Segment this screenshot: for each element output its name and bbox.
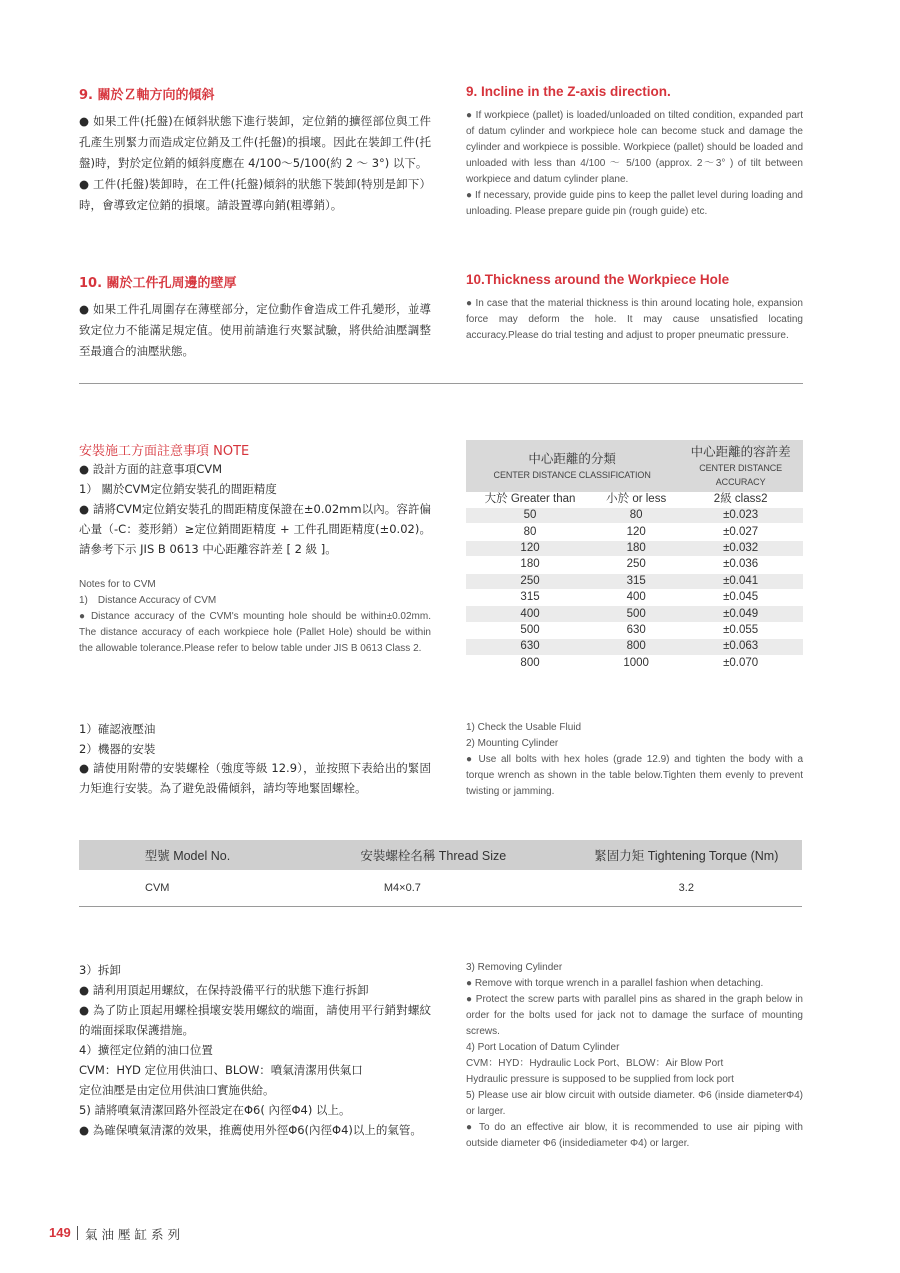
cell-class2: ±0.055 <box>678 622 803 638</box>
cell-class2: ±0.023 <box>678 508 803 524</box>
remove-en-line-3: ● Protect the screw parts with parallel pins as shared in the graph below in order for the bolts used for jack not to damage the surface of mounting screws. <box>466 994 803 1037</box>
cell-or-less: 400 <box>594 589 678 605</box>
footer-series-title: 氣油壓缸系列 <box>85 1227 185 1242</box>
cell-or-less: 315 <box>594 573 678 589</box>
section-divider <box>79 383 803 384</box>
section-10-zh-title: 10. 關於工件孔周邊的壁厚 <box>79 276 237 291</box>
accuracy-header <box>678 440 803 492</box>
section-9-en-para-2: ● If necessary, provide guide pins to keep the pallet level during loading and unloading. Please prepare guide pin (rough guide) etc. <box>466 190 803 217</box>
cell-greater-than: 50 <box>466 508 594 524</box>
install-en-line-2: 2) Mounting Cylinder <box>466 738 559 749</box>
note-en-line-1: Notes for to CVM <box>79 579 156 590</box>
classification-header-zh: 中心距離的分類 <box>528 452 616 466</box>
remove-en-line-8: ● To do an effective air blow, it is recommended to use air piping with outside diameter Φ6 (insidediameter Φ4) or larger. <box>466 1122 803 1149</box>
remove-zh-line-2: ● 請利用頂起用螺紋，在保持設備平行的狀態下進行拆卸 <box>79 983 369 997</box>
install-zh <box>79 720 431 798</box>
cell-greater-than: 630 <box>466 639 594 655</box>
page-number: 149 <box>49 1225 71 1240</box>
section-10-en <box>466 272 803 344</box>
remove-zh-line-3: ● 為了防止頂起用螺栓損壞安裝用螺紋的端面，請使用平行銷對螺紋的端面採取保護措施。 <box>79 1003 431 1037</box>
note-zh-line-3: ● 請將CVM定位銷安裝孔的間距精度保證在±0.02mm以內。容許偏心量（-C：菱形銷）≥定位銷間距精度 + 工件孔間距精度(±0.02)。請參考下示 JIS B 0613 中心距離容許差 [ 2 級 ]。 <box>79 502 431 556</box>
cell-or-less: 800 <box>594 639 678 655</box>
cell-class2: ±0.063 <box>678 639 803 655</box>
table-row <box>466 573 803 589</box>
cell-or-less: 500 <box>594 606 678 622</box>
remove-en-line-7: 5) Please use air blow circuit with outside diameter. Φ6 (inside diameterΦ4) or larger. <box>466 1090 803 1117</box>
section-9-en <box>466 84 803 220</box>
section-9-zh-para-1: ● 如果工件(托盤)在傾斜狀態下進行裝卸，定位銷的擴徑部位與工件孔產生別緊力而造成定位銷及工件(托盤)的損壞。因此在裝卸工件(托盤)時，對於定位銷的傾斜度應在 4/100～5/100(約 2 ～ 3°) 以下。 <box>79 114 431 170</box>
cell-class2: ±0.027 <box>678 524 803 540</box>
install-en-line-1: 1) Check the Usable Fluid <box>466 722 582 733</box>
remove-zh-line-1: 3）拆卸 <box>79 963 121 977</box>
cell-or-less: 120 <box>594 524 678 540</box>
section-10-zh-para-1: ● 如果工件孔周圍存在薄壁部分，定位動作會造成工件孔變形，並導致定位力不能滿足規定值。使用前請進行夾緊試驗，將供給油壓調整至最適合的油壓狀態。 <box>79 302 431 358</box>
install-zh-line-2: 2）機器的安裝 <box>79 741 156 756</box>
install-en <box>466 720 803 800</box>
table-row <box>466 557 803 573</box>
cell-greater-than: 80 <box>466 524 594 540</box>
remove-en <box>466 960 803 1152</box>
cell-greater-than: 400 <box>466 606 594 622</box>
subheader-greater-than: 大於 Greater than <box>484 493 576 505</box>
torque-cell-model: CVM <box>79 870 296 907</box>
cell-or-less: 250 <box>594 557 678 573</box>
center-distance-table-header <box>466 440 803 492</box>
cell-or-less: 630 <box>594 622 678 638</box>
cell-greater-than: 800 <box>466 655 594 671</box>
section-10-en-para-1: ● In case that the material thickness is thin around locating hole, expansion force may deform the hole. It may cause unsatisfied locating accuracy.Please do trial testing and adjust to proper pneumatic pressure. <box>466 298 803 341</box>
remove-en-line-5: CVM：HYD：Hydraulic Lock Port、BLOW：Air Blow Port <box>466 1058 724 1069</box>
footer-separator <box>77 1226 78 1240</box>
subheader-class2: 2級 class2 <box>713 493 768 505</box>
cell-class2: ±0.036 <box>678 557 803 573</box>
table-row <box>466 524 803 540</box>
accuracy-header-zh: 中心距離的容許差 <box>690 445 791 459</box>
table-row <box>466 655 803 671</box>
classification-header-en: CENTER DISTANCE CLASSIFICATION <box>493 470 651 480</box>
note-zh-title: 安裝施工方面註意事項 NOTE <box>79 444 250 459</box>
accuracy-header-en: CENTER DISTANCE ACCURACY <box>699 463 783 487</box>
cell-or-less: 1000 <box>594 655 678 671</box>
torque-table-header <box>79 840 802 870</box>
table-row <box>466 606 803 622</box>
cell-class2: ±0.032 <box>678 540 803 556</box>
torque-cell-torque: 3.2 <box>571 870 802 907</box>
remove-en-line-2: ● Remove with torque wrench in a parallel fashion when detaching. <box>466 978 764 989</box>
remove-en-line-4: 4) Port Location of Datum Cylinder <box>466 1042 620 1053</box>
cell-greater-than: 180 <box>466 557 594 573</box>
note-zh-line-2: 1） 關於CVM定位銷安裝孔的間距精度 <box>79 482 277 496</box>
classification-header <box>466 440 678 492</box>
note-zh <box>79 440 431 559</box>
table-row <box>466 540 803 556</box>
remove-zh-line-6: 定位油壓是由定位用供油口實施供給。 <box>79 1083 275 1097</box>
note-en-line-3: ● Distance accuracy of the CVM's mounting hole should be within±0.02mm. The distance accuracy of each workpiece hole (Pallet Hole) should be within the allowable tolerance.Please refer to below table under JIS B 0613 Class 2. <box>79 611 431 654</box>
install-zh-line-3: ● 請使用附帶的安裝螺栓（強度等級 12.9），並按照下表給出的緊固力矩進行安裝。為了避免設備傾斜，請均等地緊固螺栓。 <box>79 761 431 795</box>
tightening-torque-table <box>79 840 802 907</box>
cell-class2: ±0.041 <box>678 573 803 589</box>
torque-table-row <box>79 870 802 907</box>
center-distance-subheader <box>466 492 803 508</box>
section-9-en-para-1: ● If workpiece (pallet) is loaded/unloaded on tilted condition, expanded part of datum cylinder and workpiece hole can become stuck and damage the cylinder and workpiece is possible. Workpiece (pallet) should be loaded and unloaded with less than 4/100 ～ 5/100 (approx. 2～3° ) of tilt between workpiece and datum cylinder plane. <box>466 110 803 185</box>
cell-greater-than: 315 <box>466 589 594 605</box>
table-row <box>466 622 803 638</box>
table-row <box>466 508 803 524</box>
cell-class2: ±0.049 <box>678 606 803 622</box>
remove-zh-line-7: 5) 請將噴氣清潔回路外徑設定在Φ6( 內徑Φ4) 以上。 <box>79 1103 351 1117</box>
table-row <box>466 639 803 655</box>
subheader-or-less: 小於 or less <box>606 493 667 505</box>
cell-greater-than: 250 <box>466 573 594 589</box>
install-zh-line-1: 1）確認液壓油 <box>79 722 156 736</box>
remove-zh <box>79 960 431 1140</box>
section-9-zh-para-2: ● 工件(托盤)裝卸時，在工件(托盤)傾斜的狀態下裝卸(特別是卸下）時，會導致定位銷的損壞。請設置導向銷(粗導銷）。 <box>79 177 431 212</box>
remove-en-line-6: Hydraulic pressure is supposed to be supplied from lock port <box>466 1074 734 1085</box>
center-distance-table-body <box>466 508 803 671</box>
cell-or-less: 180 <box>594 540 678 556</box>
cell-or-less: 80 <box>594 508 678 524</box>
note-zh-line-1: ● 設計方面的註意事項CVM <box>79 462 223 476</box>
remove-en-line-1: 3) Removing Cylinder <box>466 962 563 973</box>
cell-class2: ±0.070 <box>678 655 803 671</box>
torque-cell-thread: M4×0.7 <box>296 870 571 907</box>
section-10-zh <box>79 272 431 362</box>
table-row <box>466 589 803 605</box>
section-10-en-title: 10.Thickness around the Workpiece Hole <box>466 272 730 287</box>
remove-zh-line-5: CVM：HYD 定位用供油口、BLOW：噴氣清潔用供氣口 <box>79 1063 363 1077</box>
remove-zh-line-8: ● 為確保噴氣清潔的效果，推薦使用外徑Φ6(內徑Φ4)以上的氣管。 <box>79 1123 422 1137</box>
section-9-en-title: 9. Incline in the Z-axis direction. <box>466 84 671 99</box>
note-en <box>79 577 431 657</box>
section-9-zh <box>79 84 431 216</box>
cell-greater-than: 500 <box>466 622 594 638</box>
center-distance-table <box>466 440 803 671</box>
install-en-line-3: ● Use all bolts with hex holes (grade 12.9) and tighten the body with a torque wrench as shown in the table below.Tighten them evenly to prevent twisting or jamming. <box>466 754 803 797</box>
torque-header-torque: 緊固力矩 Tightening Torque (Nm) <box>571 840 802 870</box>
cell-class2: ±0.045 <box>678 589 803 605</box>
torque-header-thread: 安裝螺栓名稱 Thread Size <box>296 840 571 870</box>
remove-zh-line-4: 4）擴徑定位銷的油口位置 <box>79 1043 213 1057</box>
note-en-line-2: 1) Distance Accuracy of CVM <box>79 595 217 606</box>
torque-header-model: 型號 Model No. <box>79 840 296 870</box>
section-9-zh-title: 9. 關於Ｚ軸方向的傾斜 <box>79 88 215 103</box>
cell-greater-than: 120 <box>466 540 594 556</box>
